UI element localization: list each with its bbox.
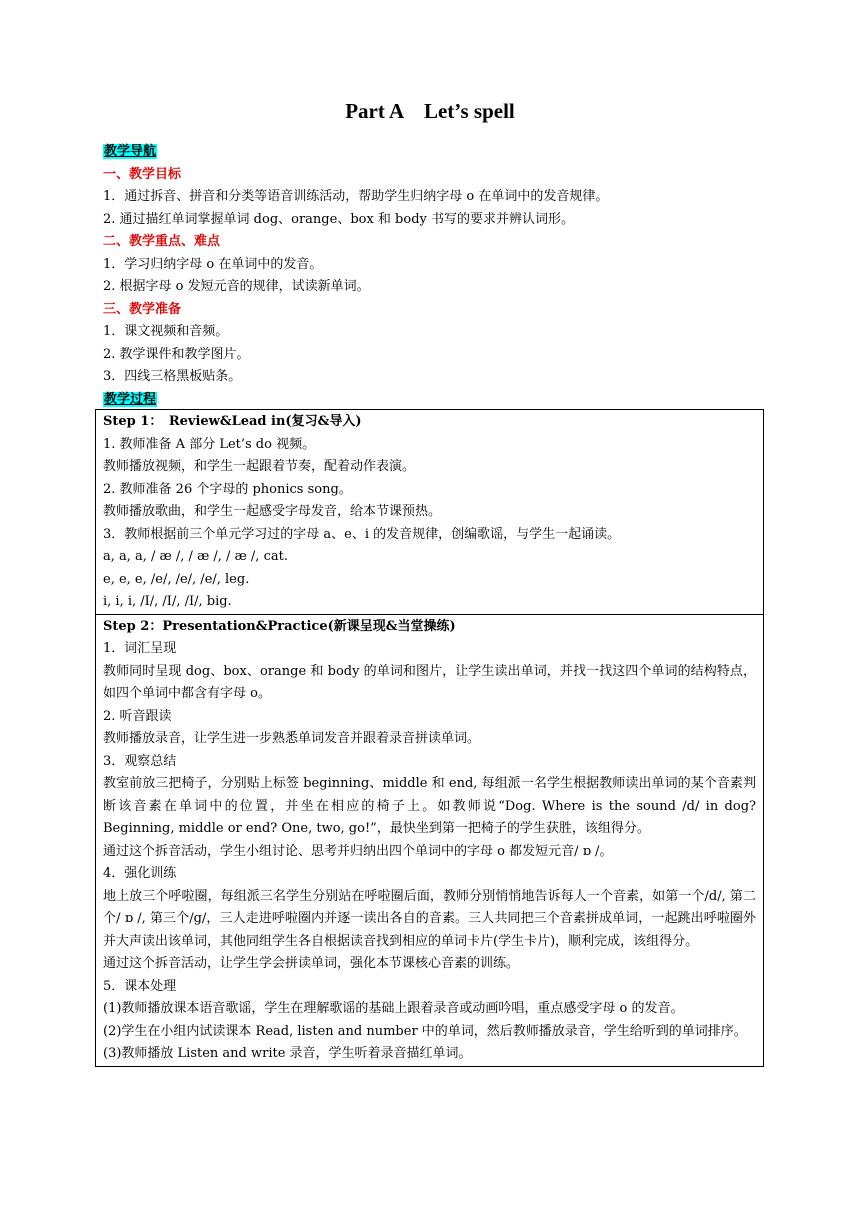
step1-heading: Step 1： Review&Lead in(复习&导入) <box>103 414 362 429</box>
objective-item: 2. 通过描红单词掌握单词 dog、orange、box 和 body 书写的要求并辨认词形。 <box>103 211 575 227</box>
step2-paragraph: 5．课本处理 <box>103 978 177 994</box>
key-point-item: 2. 根据字母 o 发短元音的规律，试读新单词。 <box>103 279 370 294</box>
step2-paragraph: 地上放三个呼啦圈，每组派三名学生分别站在呼啦圈后面，教师分别悄悄地告诉每人一个音素，如第一个/d/, 第二个/ ɒ /, 第三个/g/，三人走进呼啦圈内并逐一读出各自的音素。三人共同把三个音素拼成单词，一起跳出呼啦圈外并大声读出该单词，其他同组学生各自根据读音找到相应的单词卡片(学生卡片)，顺利完成，该组得分。 <box>103 888 756 949</box>
guide-section <box>103 141 763 411</box>
preparation-item: 3．四线三格黑板贴条。 <box>103 369 242 384</box>
step2-paragraph: 2. 听音跟读 <box>103 708 172 724</box>
step2-paragraph: 教师同时呈现 dog、box、orange 和 body 的单词和图片，让学生读出单词，并找一找这四个单词的结构特点，如四个单词中都含有字母 o。 <box>103 663 756 701</box>
step1-line: 2. 教师准备 26 个字母的 phonics song。 <box>103 481 352 497</box>
process-label: 教学过程 <box>104 391 157 407</box>
step2-paragraph: 3．观察总结 <box>103 753 177 769</box>
step2-paragraph: 教师播放录音，让学生进一步熟悉单词发音并跟着录音拼读单词。 <box>103 731 481 746</box>
step1-line: e, e, e, /e/, /e/, /e/, leg. <box>103 571 250 587</box>
step2-paragraph: 1．词汇呈现 <box>103 641 177 656</box>
step2-cell <box>96 614 763 1066</box>
preparation-item: 1．课文视频和音频。 <box>103 324 229 339</box>
step2-paragraph: 通过这个拆音活动，学生小组讨论、思考并归纳出四个单词中的字母 o 都发短元音/ ɒ /。 <box>103 843 613 859</box>
key-point-item: 1．学习归纳字母 o 在单词中的发音。 <box>103 256 323 272</box>
step1-line: 教师播放视频，和学生一起跟着节奏，配着动作表演。 <box>103 459 416 474</box>
step2-heading: Step 2：Presentation&Practice(新课呈现&当堂操练) <box>103 618 456 634</box>
step1-line: 1. 教师准备 A 部分 Let’s do 视频。 <box>103 436 316 452</box>
step2-paragraph: (2)学生在小组内试读课本 Read, listen and number 中的单词，然后教师播放录音，学生给听到的单词排序。 <box>103 1023 747 1039</box>
step2-paragraph: 通过这个拆音活动，让学生学会拼读单词，强化本节课核心音素的训练。 <box>103 956 520 971</box>
guide-label: 教学导航 <box>104 144 157 159</box>
step1-line: i, i, i, /I/, /I/, /I/, big. <box>103 594 232 609</box>
step2-paragraph: (1)教师播放课本语音歌谣，学生在理解歌谣的基础上跟着录音或动画吟唱，重点感受字母 o 的发音。 <box>103 1001 684 1016</box>
step2-paragraph: 教室前放三把椅子，分别贴上标签 beginning、middle 和 end, 每组派一名学生根据教师读出单词的某个音素判断该音素在单词中的位置，并坐在相应的椅子上。如教师说“Dog. Where is the sound /d/ in dog? Beginning, middle or end? One, two, go!”，最快坐到第一把椅子的学生获胜，该组得分。 <box>103 776 756 836</box>
key-points-heading: 二、教学重点、难点 <box>103 234 221 249</box>
objective-item: 1．通过拆音、拼音和分类等语音训练活动，帮助学生归纳字母 o 在单词中的发音规律。 <box>103 189 609 204</box>
step1-line: 教师播放歌曲，和学生一起感受字母发音，给本节课预热。 <box>103 504 442 519</box>
objectives-heading: 一、教学目标 <box>103 166 182 182</box>
step1-line: a, a, a, / æ /, / æ /, / æ /, cat. <box>103 549 288 564</box>
page-title: Part A Let’s spell <box>345 99 515 123</box>
step2-paragraph: 4．强化训练 <box>103 866 177 881</box>
process-table <box>95 409 764 1067</box>
step1-line: 3．教师根据前三个单元学习过的字母 a、e、i 的发音规律，创编歌谣，与学生一起诵读。 <box>103 526 621 542</box>
preparation-heading: 三、教学准备 <box>103 301 182 317</box>
step1-cell <box>96 410 763 614</box>
preparation-item: 2. 教学课件和教学图片。 <box>103 346 250 362</box>
step2-paragraph: (3)教师播放 Listen and write 录音，学生听着录音描红单词。 <box>103 1046 472 1061</box>
